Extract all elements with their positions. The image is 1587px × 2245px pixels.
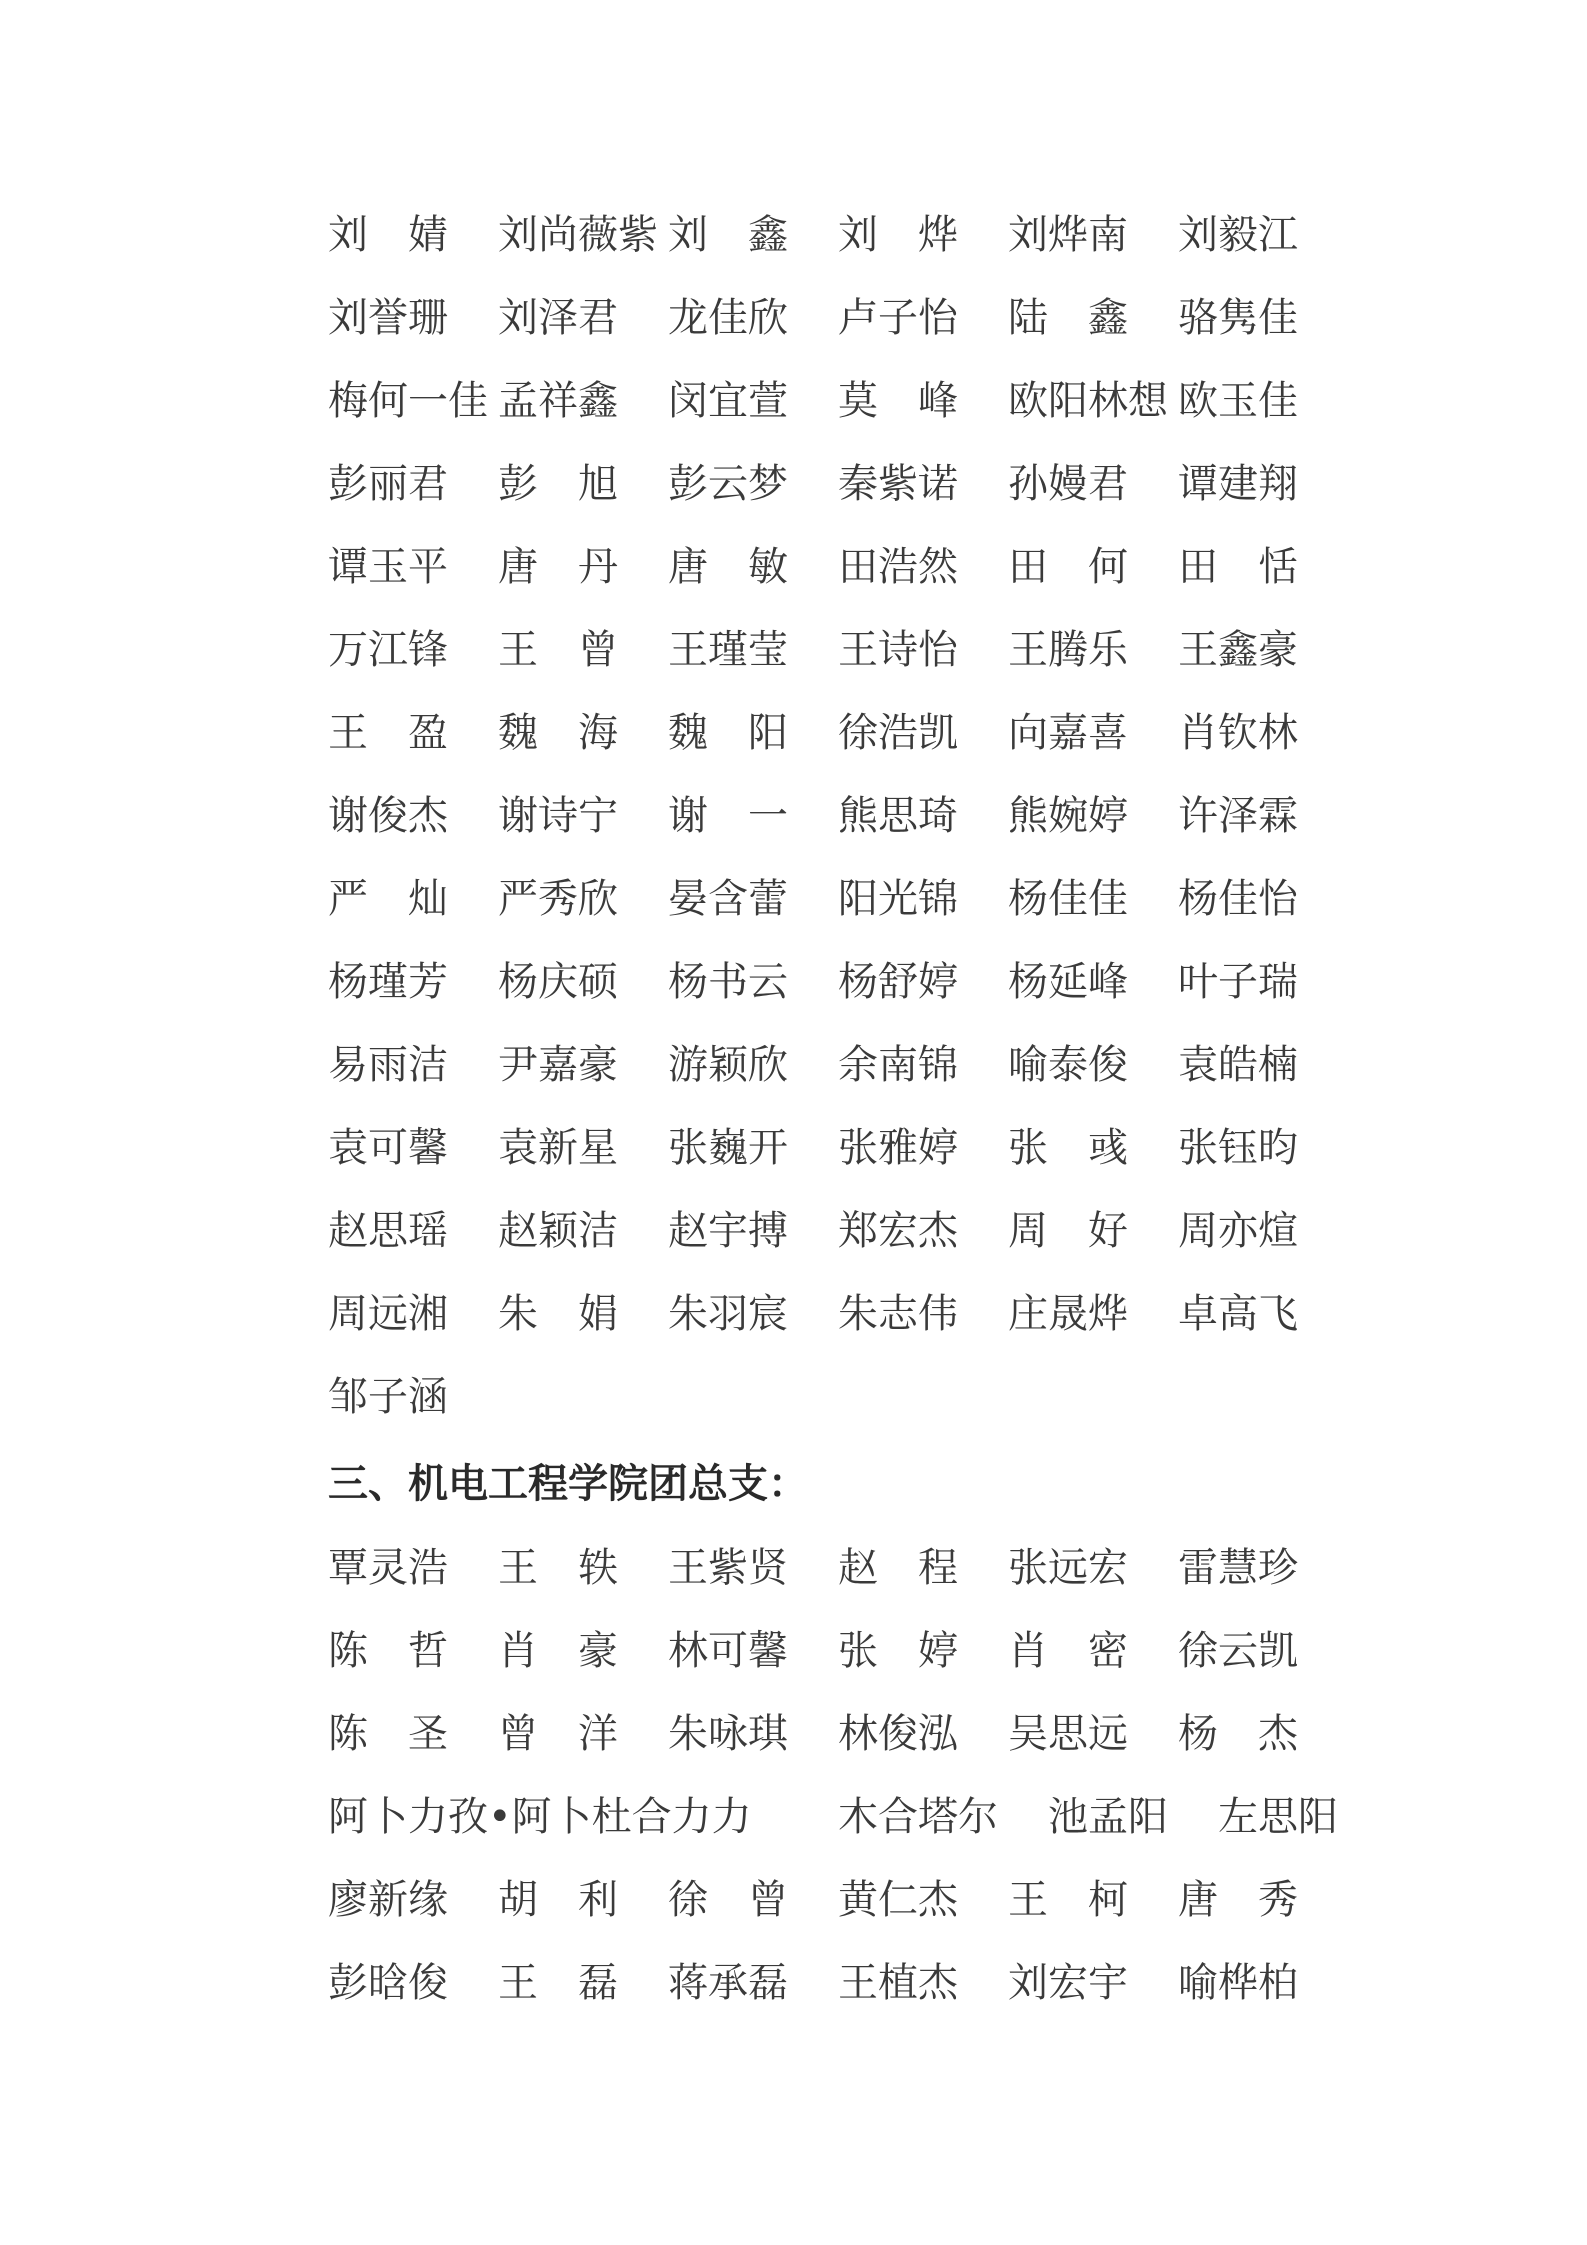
person-name: 朱 娟 [498, 1291, 618, 1337]
person-name: 朱羽宸 [668, 1291, 788, 1337]
person-name: 欧玉佳 [1178, 378, 1298, 424]
person-name: 池孟阳 [1048, 1794, 1168, 1840]
person-name: 尹嘉豪 [498, 1042, 618, 1088]
person-name: 徐云凯 [1178, 1628, 1298, 1674]
person-name: 黄仁杰 [838, 1877, 958, 1923]
person-name: 叶子瑞 [1178, 959, 1298, 1005]
person-name: 刘 烨 [838, 212, 958, 258]
person-name: 余南锦 [838, 1042, 958, 1088]
person-name: 刘尚薇紫 [498, 212, 658, 258]
person-name: 谢俊杰 [328, 793, 448, 839]
person-name: 廖新缘 [328, 1877, 448, 1923]
person-name: 欧阳林想 [1008, 378, 1168, 424]
person-name: 王鑫豪 [1178, 627, 1298, 673]
person-name: 彭晗俊 [328, 1960, 448, 2006]
person-name: 刘宏宇 [1008, 1960, 1128, 2006]
person-name: 王诗怡 [838, 627, 958, 673]
person-name: 陈 哲 [328, 1628, 448, 1674]
person-name: 阿卜力孜•阿卜杜合力力 [328, 1794, 752, 1840]
person-name: 赵 程 [838, 1545, 958, 1591]
person-name: 肖 密 [1008, 1628, 1128, 1674]
person-name: 魏 阳 [668, 710, 788, 756]
person-name: 王 柯 [1008, 1877, 1128, 1923]
person-name: 雷慧珍 [1178, 1545, 1298, 1591]
person-name: 易雨洁 [328, 1042, 448, 1088]
person-name: 谢诗宁 [498, 793, 618, 839]
person-name: 朱咏琪 [668, 1711, 788, 1757]
person-name: 周 好 [1008, 1208, 1128, 1254]
person-name: 胡 利 [498, 1877, 618, 1923]
name-row [0, 1787, 1587, 1847]
name-row [0, 371, 1587, 431]
person-name: 郑宏杰 [838, 1208, 958, 1254]
person-name: 张 彧 [1008, 1125, 1128, 1171]
name-row [0, 786, 1587, 846]
person-name: 肖钦林 [1178, 710, 1298, 756]
person-name: 张钰昀 [1178, 1125, 1298, 1171]
person-name: 喻泰俊 [1008, 1042, 1128, 1088]
person-name: 杨延峰 [1008, 959, 1128, 1005]
person-name: 熊婉婷 [1008, 793, 1128, 839]
person-name: 秦紫诺 [838, 461, 958, 507]
person-name: 王 曾 [498, 627, 618, 673]
person-name: 曾 洋 [498, 1711, 618, 1757]
person-name: 刘毅江 [1178, 212, 1298, 258]
person-name: 谭玉平 [328, 544, 448, 590]
person-name: 晏含蕾 [668, 876, 788, 922]
person-name: 邹子涵 [328, 1374, 448, 1420]
person-name: 庄晟烨 [1008, 1291, 1128, 1337]
person-name: 王 磊 [498, 1960, 618, 2006]
person-name: 谢 一 [668, 793, 788, 839]
person-name: 陆 鑫 [1008, 295, 1128, 341]
person-name: 孙嫚君 [1008, 461, 1128, 507]
person-name: 蒋承磊 [668, 1960, 788, 2006]
name-row [0, 1538, 1587, 1598]
person-name: 覃灵浩 [328, 1545, 448, 1591]
person-name: 刘泽君 [498, 295, 618, 341]
person-name: 杨瑾芳 [328, 959, 448, 1005]
person-name: 严秀欣 [498, 876, 618, 922]
name-row [0, 205, 1587, 265]
person-name: 田 何 [1008, 544, 1128, 590]
person-name: 周亦煊 [1178, 1208, 1298, 1254]
person-name: 唐 丹 [498, 544, 618, 590]
person-name: 徐 曾 [668, 1877, 788, 1923]
person-name: 徐浩凯 [838, 710, 958, 756]
person-name: 杨佳怡 [1178, 876, 1298, 922]
name-row [0, 454, 1587, 514]
name-row [0, 1118, 1587, 1178]
name-row [0, 869, 1587, 929]
person-name: 刘 鑫 [668, 212, 788, 258]
name-row [0, 1284, 1587, 1344]
person-name: 熊思琦 [838, 793, 958, 839]
person-name: 魏 海 [498, 710, 618, 756]
person-name: 袁可馨 [328, 1125, 448, 1171]
person-name: 赵颖洁 [498, 1208, 618, 1254]
name-row [0, 620, 1587, 680]
person-name: 朱志伟 [838, 1291, 958, 1337]
person-name: 王紫贤 [668, 1545, 788, 1591]
person-name: 阳光锦 [838, 876, 958, 922]
person-name: 卓高飞 [1178, 1291, 1298, 1337]
name-row [0, 1035, 1587, 1095]
person-name: 袁皓楠 [1178, 1042, 1298, 1088]
name-row [0, 1367, 1587, 1427]
name-row [0, 703, 1587, 763]
person-name: 杨 杰 [1178, 1711, 1298, 1757]
person-name: 林俊泓 [838, 1711, 958, 1757]
name-row [0, 1870, 1587, 1930]
person-name: 左思阳 [1218, 1794, 1338, 1840]
person-name: 唐 秀 [1178, 1877, 1298, 1923]
person-name: 谭建翔 [1178, 461, 1298, 507]
person-name: 向嘉喜 [1008, 710, 1128, 756]
person-name: 张巍开 [668, 1125, 788, 1171]
person-name: 张雅婷 [838, 1125, 958, 1171]
person-name: 林可馨 [668, 1628, 788, 1674]
name-row [0, 1953, 1587, 2013]
person-name: 赵思瑶 [328, 1208, 448, 1254]
name-row [0, 1621, 1587, 1681]
person-name: 田 恬 [1178, 544, 1298, 590]
person-name: 杨庆硕 [498, 959, 618, 1005]
person-name: 孟祥鑫 [498, 378, 618, 424]
person-name: 游颖欣 [668, 1042, 788, 1088]
person-name: 王瑾莹 [668, 627, 788, 673]
person-name: 刘 婧 [328, 212, 448, 258]
person-name: 王植杰 [838, 1960, 958, 2006]
name-row [0, 1201, 1587, 1261]
person-name: 张 婷 [838, 1628, 958, 1674]
person-name: 龙佳欣 [668, 295, 788, 341]
person-name: 张远宏 [1008, 1545, 1128, 1591]
person-name: 严 灿 [328, 876, 448, 922]
person-name: 许泽霖 [1178, 793, 1298, 839]
name-row [0, 537, 1587, 597]
person-name: 袁新星 [498, 1125, 618, 1171]
person-name: 刘誉珊 [328, 295, 448, 341]
person-name: 彭 旭 [498, 461, 618, 507]
person-name: 周远湘 [328, 1291, 448, 1337]
name-row [0, 1704, 1587, 1764]
person-name: 喻桦柏 [1178, 1960, 1298, 2006]
person-name: 肖 豪 [498, 1628, 618, 1674]
person-name: 王 轶 [498, 1545, 618, 1591]
person-name: 刘烨南 [1008, 212, 1128, 258]
person-name: 彭云梦 [668, 461, 788, 507]
person-name: 杨佳佳 [1008, 876, 1128, 922]
name-row [0, 952, 1587, 1012]
person-name: 吴思远 [1008, 1711, 1128, 1757]
person-name: 唐 敏 [668, 544, 788, 590]
person-name: 田浩然 [838, 544, 958, 590]
person-name: 万江锋 [328, 627, 448, 673]
section-heading: 三、机电工程学院团总支： [328, 1461, 808, 1507]
person-name: 卢子怡 [838, 295, 958, 341]
person-name: 杨书云 [668, 959, 788, 1005]
person-name: 彭丽君 [328, 461, 448, 507]
person-name: 赵宇搏 [668, 1208, 788, 1254]
person-name: 王 盈 [328, 710, 448, 756]
person-name: 王腾乐 [1008, 627, 1128, 673]
person-name: 骆隽佳 [1178, 295, 1298, 341]
person-name: 陈 圣 [328, 1711, 448, 1757]
name-row [0, 288, 1587, 348]
person-name: 梅何一佳 [328, 378, 488, 424]
person-name: 木合塔尔 [838, 1794, 998, 1840]
person-name: 杨舒婷 [838, 959, 958, 1005]
person-name: 莫 峰 [838, 378, 958, 424]
person-name: 闵宜萱 [668, 378, 788, 424]
